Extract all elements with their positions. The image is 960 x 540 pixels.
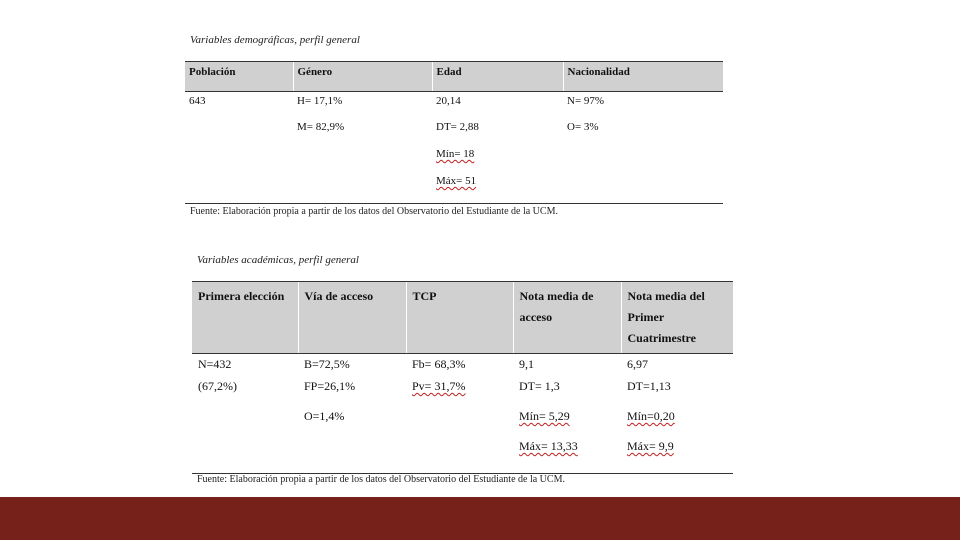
cell-primera [192,354,298,474]
header-genero: Género [293,62,432,92]
table1-caption: Variables demográficas, perfil general [190,34,360,46]
header-primera-eleccion: Primera elección [192,282,298,354]
header-nota-acceso: Nota media de acceso [513,282,621,354]
cell-value: Máx= 13,33 [519,439,578,453]
table1-source: Fuente: Elaboración propia a partir de los datos del Observatorio del Estudiante de la UCM. [190,206,558,217]
header-nacionalidad: Nacionalidad [563,62,723,92]
cell-value: Pv= 31,7% [412,379,466,393]
cell-nacionalidad [563,92,723,204]
academic-table [192,281,733,474]
header-poblacion: Población [185,62,293,92]
cell-value: B=72,5% [304,357,350,371]
cell-value: 643 [189,95,206,107]
cell-value: Mín= 18 [436,148,475,160]
header-nota-primer: Nota media del Primer Cuatrimestre [621,282,733,354]
cell-value: 20,14 [436,95,461,107]
table2-source: Fuente: Elaboración propia a partir de los datos del Observatorio del Estudiante de la UCM. [197,474,565,485]
cell-value: Fb= 68,3% [412,357,466,371]
cell-nota-acceso [513,354,621,474]
cell-value: DT=1,13 [627,379,671,393]
cell-poblacion [185,92,293,204]
header-edad: Edad [432,62,563,92]
demographics-table [185,61,723,204]
table-row [192,354,733,474]
header-tcp: TCP [406,282,513,354]
cell-value: O= 3% [567,121,599,133]
table-header-row [192,282,733,354]
cell-value: N=432 [198,357,232,371]
header-via-acceso: Vía de acceso [298,282,406,354]
cell-via [298,354,406,474]
cell-tcp [406,354,513,474]
cell-value: N= 97% [567,95,605,107]
table-header-row [185,62,723,92]
cell-value: O=1,4% [304,409,345,423]
cell-value: M= 82,9% [297,121,345,133]
cell-value: DT= 1,3 [519,379,560,393]
table2-caption: Variables académicas, perfil general [197,254,359,266]
cell-value: FP=26,1% [304,379,356,393]
footer-band [0,497,960,540]
cell-value: H= 17,1% [297,95,343,107]
cell-value: Máx= 51 [436,175,477,187]
cell-value: 6,97 [627,357,648,371]
cell-value: (67,2%) [198,379,237,393]
cell-value: Mín= 5,29 [519,409,570,423]
cell-value: Máx= 9,9 [627,439,674,453]
cell-nota-primer [621,354,733,474]
cell-genero [293,92,432,204]
cell-value: 9,1 [519,357,534,371]
cell-value: Mín=0,20 [627,409,675,423]
table-row [185,92,723,204]
cell-value: DT= 2,88 [436,121,479,133]
cell-edad [432,92,563,204]
